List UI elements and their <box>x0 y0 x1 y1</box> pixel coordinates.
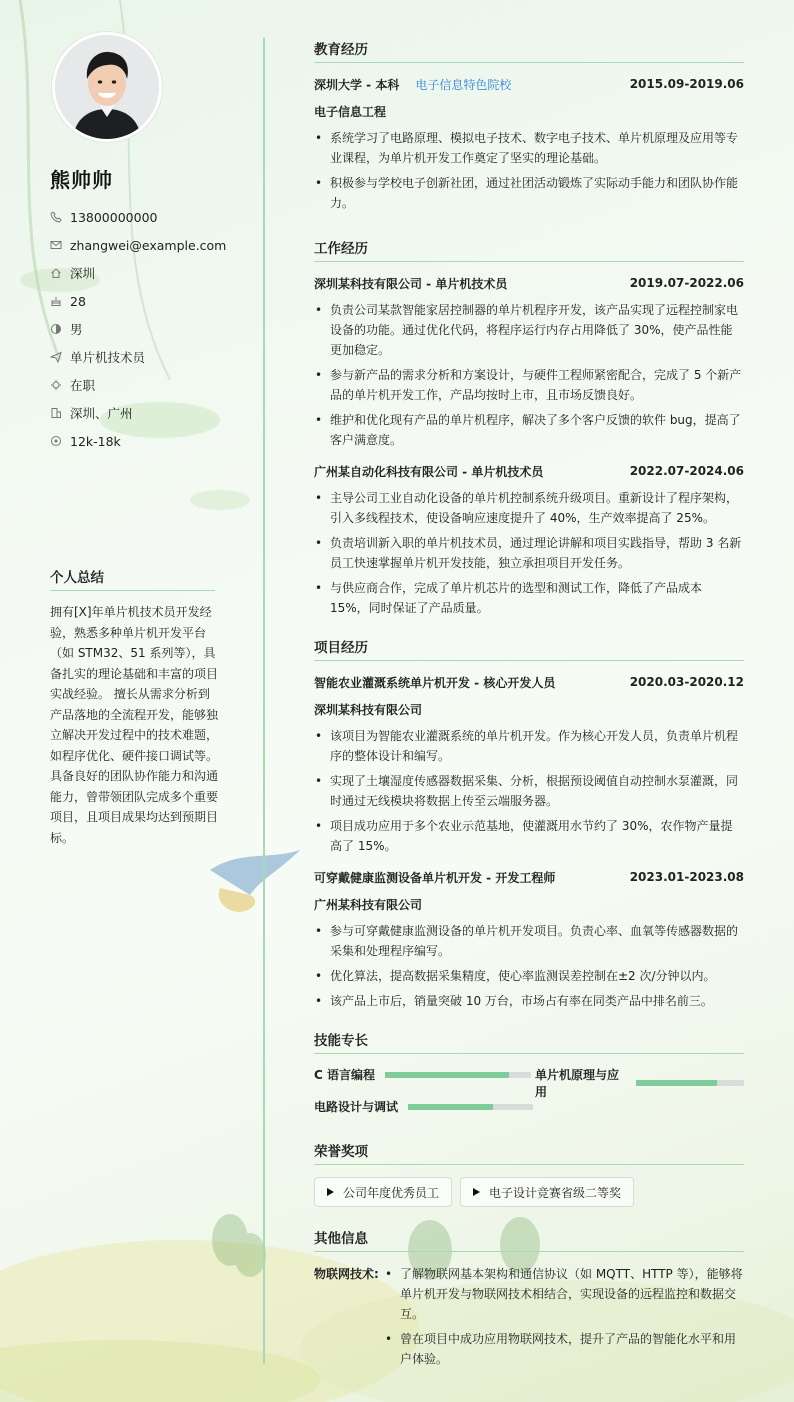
list-item: • 了解物联网基本架构和通信协议（如 MQTT、HTTP 等），能够将单片机开发与物联网技术相结合，实现设备的远程监控和数据交互。 <box>384 1264 744 1324</box>
list-item: • 系统学习了电路原理、模拟电子技术、数字电子技术、单片机原理及应用等专业课程，为单片机开发工作奠定了坚实的理论基础。 <box>314 128 744 168</box>
work-entry-header <box>314 274 744 292</box>
work-date: 2022.07-2024.06 <box>629 464 744 478</box>
list-item: • 实现了土壤湿度传感器数据采集、分析，根据预设阈值自动控制水泵灌溉，同时通过无线模块将数据上传至云端服务器。 <box>314 771 744 811</box>
home-icon <box>50 267 62 279</box>
skill-bar-fill <box>636 1080 717 1086</box>
education-bullets <box>314 128 744 213</box>
projects-section <box>314 636 744 1011</box>
contact-text: 13800000000 <box>70 209 158 225</box>
education-major: 电子信息工程 <box>314 105 387 119</box>
contact-locations <box>50 399 226 427</box>
skills-section <box>314 1029 744 1132</box>
list-item: • 维护和优化现有产品的单片机程序，解决了多个客户反馈的软件 bug，提高了客户满意度。 <box>314 410 744 450</box>
education-school: 深圳大学 - 本科 <box>314 77 400 92</box>
honor-tag[interactable] <box>314 1177 452 1207</box>
project-date: 2023.01-2023.08 <box>629 870 744 884</box>
skill-name: 电路设计与调试 <box>314 1100 399 1114</box>
contact-text: 深圳 <box>70 266 96 281</box>
honor-tag[interactable] <box>460 1177 634 1207</box>
sidebar <box>0 0 264 1402</box>
send-icon <box>50 351 62 363</box>
list-item: • 该产品上市后，销量突破 10 万台，市场占有率在同类产品中排名前三。 <box>314 991 744 1011</box>
list-item: • 与供应商合作，完成了单片机芯片的选型和测试工作，降低了产品成本 15%，同时保证了产品质量。 <box>314 578 744 618</box>
list-item: • 该项目为智能农业灌溉系统的单片机开发。作为核心开发人员，负责单片机程序的整体设计和编写。 <box>314 726 744 766</box>
summary-heading: 个人总结 <box>50 566 215 591</box>
honors-list <box>314 1177 744 1207</box>
education-date: 2015.09-2019.06 <box>629 77 744 91</box>
list-item: • 负责培训新入职的单片机技术员，通过理论讲解和项目实践指导，帮助 3 名新员工快速掌握单片机开发技能，独立承担项目开发任务。 <box>314 533 744 573</box>
contact-text: zhangwei@example.com <box>70 237 227 253</box>
gender-icon <box>50 323 62 335</box>
education-heading: 教育经历 <box>314 38 744 63</box>
list-item: • 曾在项目中成功应用物联网技术，提升了产品的智能化水平和用户体验。 <box>384 1329 744 1369</box>
contact-text: 12k-18k <box>70 433 121 449</box>
list-item: • 积极参与学校电子创新社团，通过社团活动锻炼了实际动手能力和团队协作能力。 <box>314 173 744 213</box>
phone-icon <box>50 211 62 223</box>
other-heading: 其他信息 <box>314 1227 744 1252</box>
education-school-wrap <box>314 76 511 93</box>
list-item: • 参与新产品的需求分析和方案设计，与硬件工程师紧密配合，完成了 5 个新产品的单片机开发工作，产品均按时上市，且市场反馈良好。 <box>314 365 744 405</box>
list-item: • 优化算法，提高数据采集精度，使心率监测误差控制在±2 次/分钟以内。 <box>314 966 744 986</box>
education-section <box>314 38 744 213</box>
coin-icon <box>50 435 62 447</box>
project-name-role: 智能农业灌溉系统单片机开发 - 核心开发人员 <box>314 675 556 690</box>
project-company: 广州某科技有限公司 <box>314 898 423 912</box>
contact-position <box>50 343 226 371</box>
projects-heading: 项目经历 <box>314 636 744 661</box>
honor-label: 电子设计竞赛省级二等奖 <box>489 1185 622 1200</box>
contact-city <box>50 259 226 287</box>
work-date: 2019.07-2022.06 <box>629 276 744 290</box>
cake-icon <box>50 295 62 307</box>
work-bullets <box>314 300 744 450</box>
contact-text: 单片机技术员 <box>70 350 146 365</box>
skill-item <box>535 1066 744 1100</box>
skill-bar-fill <box>408 1104 493 1110</box>
skill-bar-fill <box>385 1072 509 1078</box>
project-bullets <box>314 921 744 1011</box>
mail-icon <box>50 239 62 251</box>
honors-section <box>314 1140 744 1207</box>
skills-heading: 技能专长 <box>314 1029 744 1054</box>
candidate-name: 熊帅帅 <box>50 168 113 192</box>
project-company: 深圳某科技有限公司 <box>314 703 423 717</box>
project-date: 2020.03-2020.12 <box>629 675 744 689</box>
contact-text: 在职 <box>70 378 96 393</box>
other-label: 物联网技术: <box>314 1267 379 1281</box>
list-item: • 项目成功应用于多个农业示范基地，使灌溉用水节约了 30%，农作物产量提高了 15%。 <box>314 816 744 856</box>
triangle-right-icon <box>327 1188 334 1196</box>
other-section <box>314 1227 744 1374</box>
list-item: • 参与可穿戴健康监测设备的单片机开发项目。负责心率、血氧等传感器数据的采集和处理程序编写。 <box>314 921 744 961</box>
list-item: • 负责公司某款智能家居控制器的单片机程序开发，该产品实现了远程控制家电设备的功能。通过优化代码，将程序运行内存占用降低了 30%，使产品性能更加稳定。 <box>314 300 744 360</box>
contact-list <box>50 203 226 455</box>
skill-bar <box>385 1072 531 1078</box>
timeline-divider <box>263 38 265 1364</box>
contact-gender <box>50 315 226 343</box>
skill-bar <box>408 1104 533 1110</box>
avatar <box>55 35 159 139</box>
other-bullets <box>384 1264 744 1374</box>
contact-phone <box>50 203 226 231</box>
project-entry-header <box>314 868 744 886</box>
status-icon <box>50 379 62 391</box>
other-row <box>314 1264 744 1374</box>
education-entry-header <box>314 75 744 93</box>
contact-text: 深圳、广州 <box>70 406 133 421</box>
contact-age <box>50 287 226 315</box>
work-heading: 工作经历 <box>314 237 744 262</box>
work-bullets <box>314 488 744 618</box>
honor-label: 公司年度优秀员工 <box>343 1185 440 1200</box>
project-entry-header <box>314 673 744 691</box>
project-name-role: 可穿戴健康监测设备单片机开发 - 开发工程师 <box>314 870 556 885</box>
building-icon <box>50 407 62 419</box>
skill-name: C 语言编程 <box>314 1068 375 1082</box>
project-bullets <box>314 726 744 856</box>
work-section <box>314 237 744 618</box>
skills-list <box>314 1066 744 1132</box>
list-item: • 主导公司工业自动化设备的单片机控制系统升级项目。重新设计了程序架构，引入多线程技术，使设备响应速度提升了 40%，生产效率提高了 25%。 <box>314 488 744 528</box>
work-company-role: 深圳某科技有限公司 - 单片机技术员 <box>314 276 508 291</box>
triangle-right-icon <box>473 1188 480 1196</box>
contact-status <box>50 371 226 399</box>
skill-item <box>314 1098 533 1115</box>
contact-text: 28 <box>70 293 86 309</box>
avatar-portrait-icon <box>55 35 159 139</box>
avatar-frame <box>52 32 162 142</box>
skill-name: 单片机原理与应用 <box>535 1068 620 1099</box>
honors-heading: 荣誉奖项 <box>314 1140 744 1165</box>
work-company-role: 广州某自动化科技有限公司 - 单片机技术员 <box>314 464 544 479</box>
education-school-tag: 电子信息特色院校 <box>415 77 512 92</box>
work-entry-header <box>314 462 744 480</box>
contact-email <box>50 231 226 259</box>
skill-bar <box>636 1080 744 1086</box>
contact-salary <box>50 427 226 455</box>
main-content <box>314 38 744 1374</box>
skill-item <box>314 1066 531 1083</box>
contact-text: 男 <box>70 322 83 337</box>
summary-text: 拥有[X]年单片机技术员开发经验，熟悉多种单片机开发平台（如 STM32、51 系列等），具备扎实的理论基础和丰富的项目实战经验。 擅长从需求分析到产品落地的全流程开发，能够独立解决开发过程中的技术难题，如程序优化、硬件接口调试等。 具备良好的团队协作能力和沟通能力，曾带领团队完成多个重要项目，且项目成果均达到预期目标。 <box>50 605 219 845</box>
